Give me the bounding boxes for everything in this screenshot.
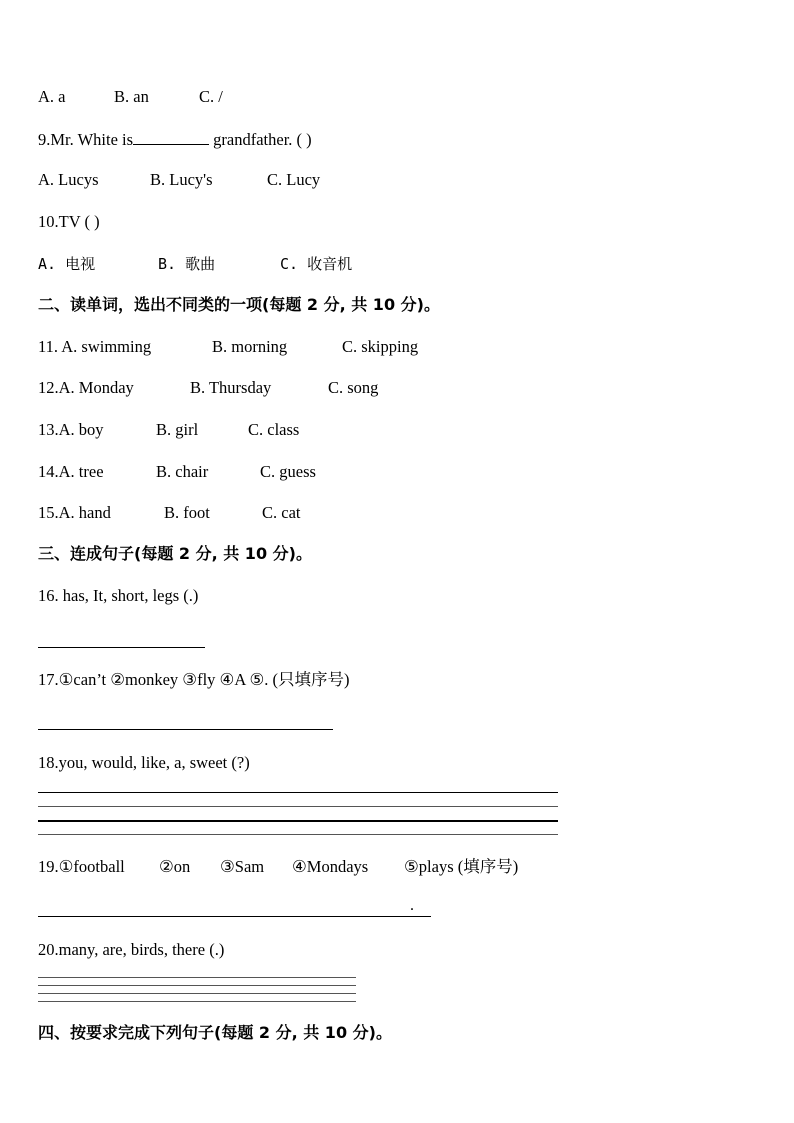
writing-line[interactable] (38, 1001, 356, 1002)
answer-blank[interactable] (133, 129, 209, 145)
section-4-heading: 四、按要求完成下列句子(每题 2 分, 共 10 分)。 (38, 1023, 392, 1042)
option-b: B. Lucy's (150, 170, 213, 189)
option-a: 13.A. boy (38, 420, 104, 439)
word-5: ⑤plays (填序号) (404, 857, 519, 876)
option-c: C. 收音机 (280, 255, 353, 273)
option-b: B. Thursday (190, 378, 272, 397)
option-a: A. a (38, 87, 66, 106)
option-b: B. 歌曲 (158, 255, 216, 273)
option-c: C. class (248, 420, 300, 439)
question-9-text-start: 9.Mr. White is (38, 130, 134, 149)
writing-line[interactable] (38, 806, 558, 807)
option-a: 14.A. tree (38, 462, 104, 481)
answer-line[interactable] (38, 729, 333, 730)
period-mark: . (410, 897, 414, 914)
option-a: 11. A. swimming (38, 337, 152, 356)
writing-line[interactable] (38, 834, 558, 835)
option-a: A. 电视 (38, 255, 96, 273)
writing-line[interactable] (38, 792, 558, 793)
question-9 (38, 129, 312, 150)
option-b: B. an (114, 87, 149, 106)
word-3: ③Sam (220, 857, 265, 876)
question-18: 18.you, would, like, a, sweet (?) (38, 753, 250, 772)
word-1: 19.①football (38, 857, 125, 876)
option-b: B. chair (156, 462, 209, 481)
option-a: A. Lucys (38, 170, 99, 189)
option-c: C. / (199, 87, 223, 106)
option-c: C. guess (260, 462, 316, 481)
option-b: B. girl (156, 420, 199, 439)
option-b: B. foot (164, 503, 210, 522)
writing-line[interactable] (38, 985, 356, 986)
word-4: ④Mondays (292, 857, 369, 876)
section-3-heading: 三、连成句子(每题 2 分, 共 10 分)。 (38, 544, 312, 563)
option-c: C. Lucy (267, 170, 321, 189)
writing-line[interactable] (38, 820, 558, 822)
answer-line[interactable] (38, 647, 205, 648)
option-c: C. song (328, 378, 379, 397)
question-10: 10.TV ( ) (38, 212, 100, 231)
writing-line[interactable] (38, 977, 356, 978)
option-c: C. skipping (342, 337, 419, 356)
option-c: C. cat (262, 503, 301, 522)
word-2: ②on (159, 857, 191, 876)
question-17: 17.①can’t ②monkey ③fly ④A ⑤. (只填序号) (38, 670, 350, 689)
option-a: 15.A. hand (38, 503, 111, 522)
question-16: 16. has, It, short, legs (.) (38, 586, 199, 605)
option-a: 12.A. Monday (38, 378, 134, 397)
question-9-text-end: grandfather. ( ) (209, 130, 312, 149)
answer-line[interactable] (38, 916, 431, 917)
writing-line[interactable] (38, 993, 356, 994)
section-2-heading: 二、读单词，选出不同类的一项(每题 2 分, 共 10 分)。 (38, 295, 440, 314)
option-b: B. morning (212, 337, 288, 356)
question-20: 20.many, are, birds, there (.) (38, 940, 225, 959)
